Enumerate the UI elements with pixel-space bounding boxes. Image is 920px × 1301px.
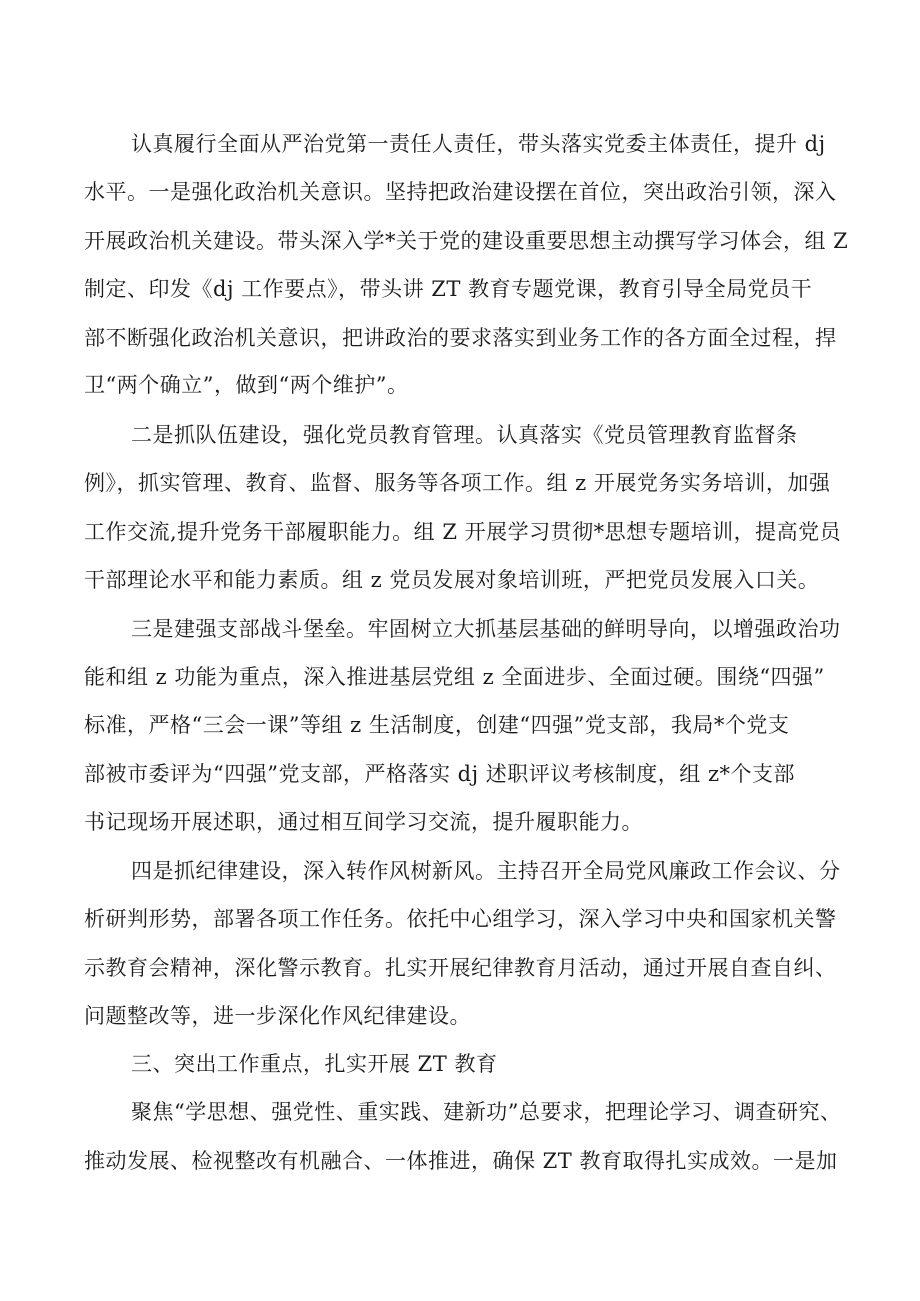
paragraph-5-line-1: 聚焦“学思想、强党性、重实践、建新功”总要求，把理论学习、调查研究、 (131, 1100, 842, 1124)
paragraph-2-line-4: 干部理论水平和能力素质。组 z 党员发展对象培训班，严把党员发展入口关。 (84, 568, 820, 592)
paragraph-3-line-3: 标准，严格“三会一课”等组 z 生活制度，创建“四强”党支部，我局*个党支 (84, 713, 790, 737)
paragraph-3-line-4: 部被市委评为“四强”党支部，严格落实 dj 述职评议考核制度，组 z*个支部 (84, 762, 796, 786)
paragraph-1-line-3: 开展政治机关建设。带头深入学*关于党的建设重要思想主动撰写学习体会，组 Z (84, 229, 849, 253)
paragraph-4-line-4: 问题整改等，进一步深化作风纪律建设。 (84, 1004, 471, 1028)
paragraph-2-line-1: 二是抓队伍建设，强化党员教育管理。认真落实《党员管理教育监督条 (131, 423, 798, 447)
paragraph-3-line-1: 三是建强支部战斗堡垒。牢固树立大抓基层基础的鲜明导向，以增强政治功 (131, 617, 841, 641)
paragraph-2-line-3: 工作交流,提升党务干部履职能力。组 Z 开展学习贯彻*思想专题培训，提高党员 (84, 520, 842, 544)
paragraph-4-line-3: 示教育会精神，深化警示教育。扎实开展纪律教育月活动，通过开展自查自纠、 (84, 956, 837, 980)
paragraph-2-line-2: 例》，抓实管理、教育、监督、服务等各项工作。组 z 开展党务实务培训，加强 (84, 471, 831, 495)
paragraph-3-line-5: 书记现场开展述职，通过相互间学习交流，提升履职能力。 (84, 810, 643, 834)
paragraph-1-line-1: 认真履行全面从严治党第一责任人责任，带头落实党委主体责任，提升 dj (131, 132, 826, 156)
paragraph-1-line-6: 卫“两个确立”，做到“两个维护”。 (84, 373, 409, 397)
paragraph-4-line-2: 析研判形势，部署各项工作任务。依托中心组学习，深入学习中央和国家机关警 (84, 907, 837, 931)
paragraph-5-line-2: 推动发展、检视整改有机融合、一体推进，确保 ZT 教育取得扎实成效。一是加 (84, 1149, 838, 1173)
paragraph-1-line-2: 水平。一是强化政治机关意识。坚持把政治建设摆在首位，突出政治引领，深入 (84, 180, 837, 204)
paragraph-1-line-5: 部不断强化政治机关意识，把讲政治的要求落实到业务工作的各方面全过程，捍 (84, 326, 837, 350)
paragraph-3-line-2: 能和组 z 功能为重点，深入推进基层党组 z 全面进步、全面过硬。围绕“四强” (84, 665, 825, 689)
paragraph-1-line-4: 制定、印发《dj 工作要点》，带头讲 ZT 教育专题党课，教育引导全局党员干 (84, 277, 813, 301)
section-heading: 三、突出工作重点，扎实开展 ZT 教育 (131, 1052, 498, 1076)
paragraph-4-line-1: 四是抓纪律建设，深入转作风树新风。主持召开全局党风廉政工作会议、分 (131, 859, 841, 883)
